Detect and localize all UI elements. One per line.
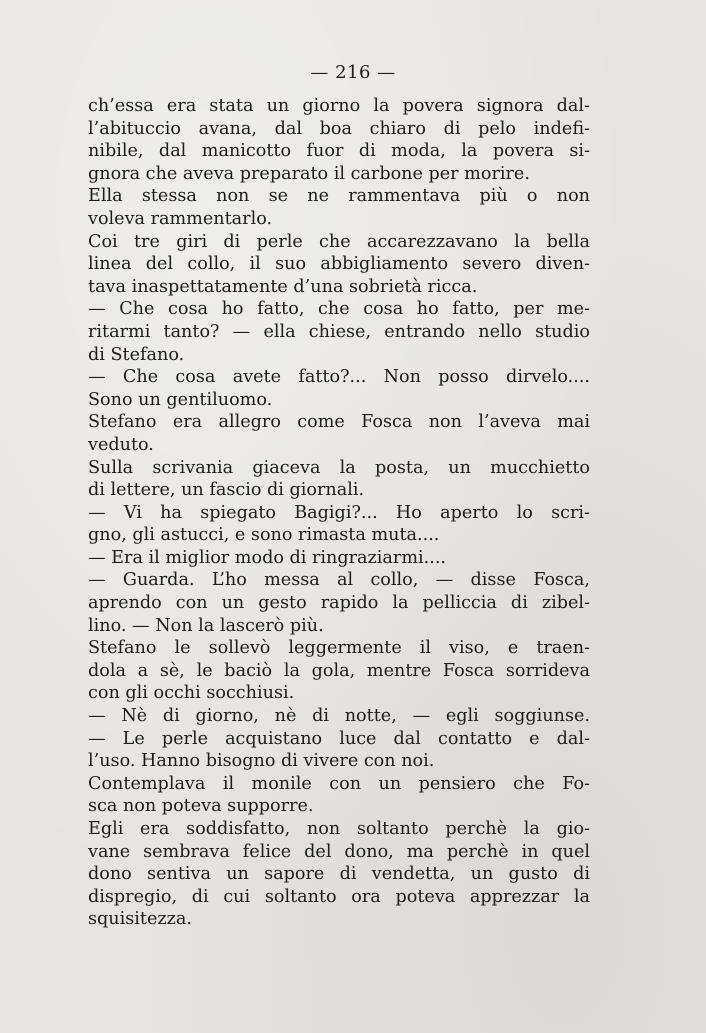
text-line: Stefano era allegro come Fosca non l’aveva mai [88,412,590,433]
text-line: dispregio, di cui soltanto ora poteva apprezzar la [88,886,590,907]
text-line: gnora che aveva preparato il carbone per morire. [88,163,530,184]
text-line: dono sentiva un sapore di vendetta, un gusto di [88,864,590,885]
text-line: ch’essa era stata un giorno la povera signora dal- [88,96,590,116]
text-line: Sulla scrivania giaceva la posta, un mucchietto [88,457,590,478]
text-line: — Che cosa ho fatto, che cosa ho fatto, per me- [88,299,590,320]
text-line: — Guarda. L’ho messa al collo, — disse Fosca, [88,570,590,591]
text-line: nibile, dal manicotto fuor di moda, la povera si- [88,141,590,162]
text-line: — Le perle acquistano luce dal contatto e dal- [88,728,590,749]
text-line: con gli occhi socchiusi. [88,683,295,704]
text-line: ritarmi tanto? — ella chiese, entrando nello studio [88,321,590,342]
text-line: l’uso. Hanno bisogno di vivere con noi. [88,751,435,772]
text-line: di lettere, un fascio di giornali. [88,480,365,501]
text-line: linea del collo, il suo abbigliamento severo diven- [88,254,590,275]
text-line: — Era il miglior modo di ringraziarmi.... [88,547,447,568]
page-number: — 216 — [310,62,396,83]
text-line: Egli era soddisfatto, non soltanto perchè la gio- [88,819,590,839]
text-line: dola a sè, le baciò la gola, mentre Fosca sorrideva [88,660,590,681]
text-line: veduto. [88,434,154,455]
text-line: vane sembrava felice del dono, ma perchè in quel [88,841,590,862]
text-line: sca non poteva supporre. [88,796,314,817]
text-line: gno, gli astucci, e sono rimasta muta.... [88,525,440,546]
text-line: Ella stessa non se ne rammentava più o non [88,186,590,207]
text-line: squisitezza. [88,909,193,930]
text-line: Contemplava il monile con un pensiero che Fo- [88,773,590,794]
text-line: — Che cosa avete fatto?... Non posso dirvelo.... [88,367,590,388]
text-line: lino. — Non la lascerò più. [88,615,324,636]
text-line: Coi tre giri di perle che accarezzavano la bella [88,231,590,252]
text-line: tava inaspettatamente d’una sobrietà ricca. [88,276,478,297]
text-line: Sono un gentiluomo. [88,389,273,410]
text-line: — Nè di giorno, nè di notte, — egli soggiunse. [88,706,590,727]
text-line: l’abituccio avana, dal boa chiaro di pelo indefi- [88,118,590,139]
text-line: di Stefano. [88,344,185,365]
text-line: — Vi ha spiegato Bagigi?... Ho aperto lo scri- [88,502,590,523]
text-line: aprendo con un gesto rapido la pelliccia di zibel- [88,593,590,614]
body-text [88,95,590,931]
text-line: voleva rammentarlo. [88,208,273,229]
text-line: Stefano le sollevò leggermente il viso, e traen- [88,638,590,659]
